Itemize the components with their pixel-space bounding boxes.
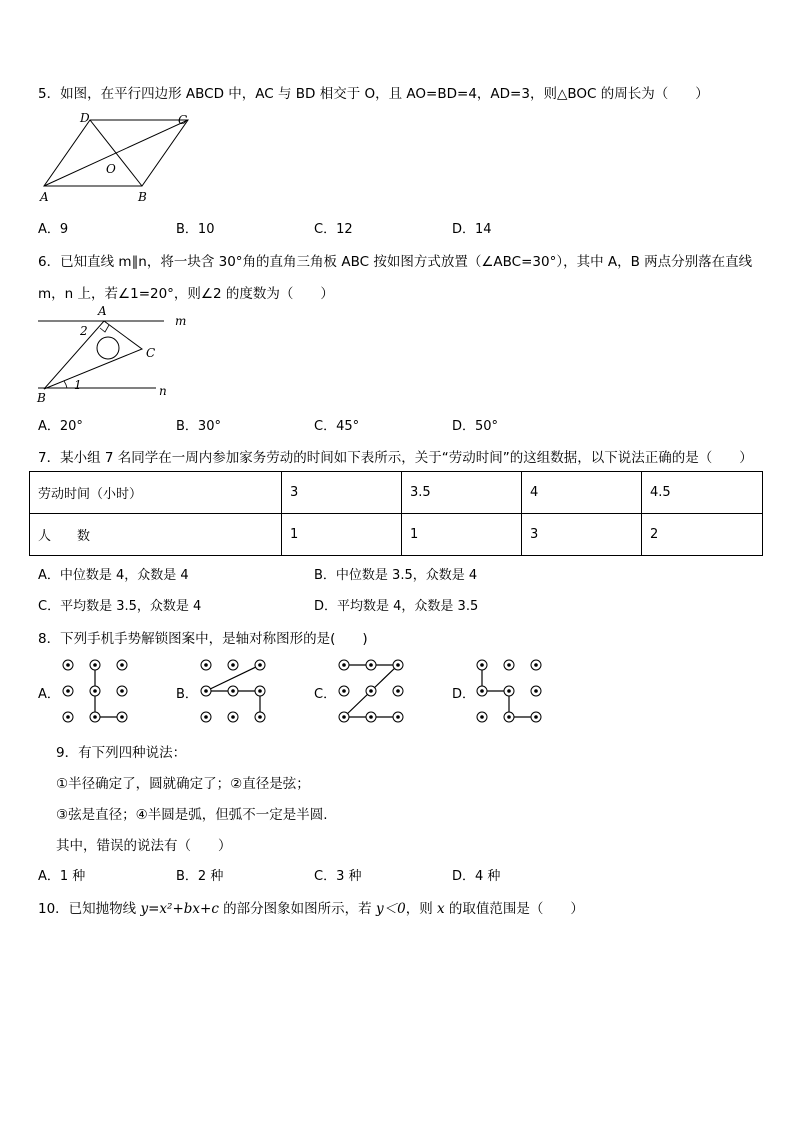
- unlock-dot-center: [534, 715, 538, 719]
- unlock-dot-center: [258, 715, 262, 719]
- q6-option-b: B．30°: [176, 419, 221, 434]
- label-D: D: [80, 111, 90, 125]
- q5-option-d: D．14: [452, 222, 492, 237]
- label-C: C: [178, 113, 188, 127]
- label-B: B: [138, 190, 147, 204]
- unlock-dot-center: [369, 663, 373, 667]
- label-O: O: [106, 162, 116, 176]
- q6-stem-line1: 6．已知直线 m∥n，将一块含 30°角的直角三角板 ABC 按如图方式放置（∠ABC=30°），其中 A，B 两点分别落在直线: [38, 254, 753, 270]
- q10-var: x: [437, 901, 445, 917]
- q10-condition: y＜0: [375, 901, 406, 917]
- unlock-dot-center: [204, 663, 208, 667]
- q9-stem: 9．有下列四种说法：: [56, 745, 187, 761]
- table-row: [30, 472, 763, 514]
- q8-stem: 8．下列手机手势解锁图案中，是轴对称图形的是( ): [38, 631, 368, 647]
- unlock-dot-center: [258, 663, 262, 667]
- unlock-dot-center: [480, 715, 484, 719]
- unlock-dot-center: [93, 715, 97, 719]
- q9-option-b: B．2 种: [176, 869, 224, 884]
- unlock-dot-center: [396, 715, 400, 719]
- label-angle-2: 2: [80, 324, 88, 338]
- unlock-dot-center: [369, 715, 373, 719]
- q5-option-c: C．12: [314, 222, 353, 237]
- q6-option-c: C．45°: [314, 419, 360, 434]
- unlock-dot-center: [120, 689, 124, 693]
- table-cell: 3.5: [402, 472, 522, 514]
- unlock-dot-center: [66, 663, 70, 667]
- unlock-dot-center: [480, 689, 484, 693]
- q6-triangle-figure: [34, 303, 204, 403]
- q8-pattern-c: [332, 656, 412, 726]
- label-B: B: [37, 391, 46, 403]
- q7-data-table: [29, 471, 763, 556]
- table-cell: 1: [402, 514, 522, 556]
- q10-mid2: ，则: [405, 901, 437, 917]
- table-cell: 3: [282, 472, 402, 514]
- table-cell: 4.5: [642, 472, 763, 514]
- q6-option-d: D．50°: [452, 419, 499, 434]
- unlock-dot-center: [66, 715, 70, 719]
- q10-prefix: 10．已知抛物线: [38, 901, 141, 917]
- unlock-dot-center: [396, 689, 400, 693]
- q8-pattern-a: [56, 656, 136, 726]
- unlock-dot-center: [342, 715, 346, 719]
- unlock-dot-center: [231, 689, 235, 693]
- q5-option-b: B．10: [176, 222, 215, 237]
- label-angle-1: 1: [74, 378, 82, 392]
- unlock-dot-center: [342, 663, 346, 667]
- q9-line3: 其中，错误的说法有（ ）: [56, 838, 232, 854]
- q6-option-a: A．20°: [38, 419, 83, 434]
- q10-mid: 的部分图象如图所示，若: [218, 901, 376, 917]
- q7-option-d: D．平均数是 4，众数是 3.5: [314, 599, 479, 614]
- unlock-dot-center: [258, 689, 262, 693]
- q8-option-a-label: A．: [38, 687, 60, 702]
- label-m: m: [175, 314, 187, 328]
- q9-line1: ①半径确定了，圆就确定了；②直径是弦；: [56, 776, 310, 792]
- unlock-dot-center: [204, 689, 208, 693]
- unlock-dot-center: [396, 663, 400, 667]
- unlock-dot-center: [534, 663, 538, 667]
- q8-pattern-b: [194, 656, 274, 726]
- label-A: A: [40, 190, 49, 204]
- unlock-dot-center: [342, 689, 346, 693]
- q8-pattern-d: [470, 656, 550, 726]
- table-cell: 1: [282, 514, 402, 556]
- q10-formula: y=x²+bx+c: [140, 901, 219, 917]
- q8-option-b-label: B．: [176, 687, 198, 702]
- unlock-dot-center: [93, 689, 97, 693]
- q9-option-a: A．1 种: [38, 869, 86, 884]
- q7-stem: 7．某小组 7 名同学在一周内参加家务劳动的时间如下表所示，关于“劳动时间”的这组数据，以下说法正确的是（ ）: [38, 450, 753, 466]
- q5-stem: 5．如图，在平行四边形 ABCD 中，AC 与 BD 相交于 O，且 AO=BD=4，AD=3，则△BOC 的周长为（ ）: [38, 86, 709, 102]
- q7-option-c: C．平均数是 3.5，众数是 4: [38, 599, 202, 614]
- label-n: n: [159, 384, 167, 398]
- unlock-dot-center: [480, 663, 484, 667]
- table-cell: 3: [522, 514, 642, 556]
- q8-option-d-label: D．: [452, 687, 476, 702]
- unlock-dot-center: [93, 663, 97, 667]
- q7-option-a: A．中位数是 4，众数是 4: [38, 568, 189, 583]
- table-cell: 劳动时间（小时）: [30, 472, 282, 514]
- q5-parallelogram-figure: [36, 110, 196, 205]
- q5-option-a: A．9: [38, 222, 69, 237]
- unlock-dot-center: [66, 689, 70, 693]
- unlock-dot-center: [204, 715, 208, 719]
- label-C: C: [146, 346, 156, 360]
- unlock-dot-center: [534, 689, 538, 693]
- q9-option-c: C．3 种: [314, 869, 362, 884]
- unlock-dot-center: [120, 663, 124, 667]
- unlock-dot-center: [369, 689, 373, 693]
- unlock-dot-center: [231, 663, 235, 667]
- q8-option-c-label: C．: [314, 687, 337, 702]
- unlock-dot-center: [507, 689, 511, 693]
- table-cell: 人 数: [30, 514, 282, 556]
- unlock-dot-center: [507, 715, 511, 719]
- unlock-dot-center: [231, 715, 235, 719]
- table-cell: 2: [642, 514, 763, 556]
- q9-line2: ③弦是直径；④半圆是弧，但弧不一定是半圆.: [56, 807, 328, 823]
- q7-option-b: B．中位数是 3.5，众数是 4: [314, 568, 478, 583]
- q10-stem: [38, 897, 584, 917]
- q9-option-d: D．4 种: [452, 869, 501, 884]
- table-row: [30, 514, 763, 556]
- label-A: A: [98, 304, 107, 318]
- unlock-dot-center: [120, 715, 124, 719]
- q6-stem-line2: m，n 上，若∠1=20°，则∠2 的度数为（ ）: [38, 286, 334, 302]
- q10-suffix: 的取值范围是（ ）: [444, 901, 584, 917]
- table-cell: 4: [522, 472, 642, 514]
- unlock-dot-center: [507, 663, 511, 667]
